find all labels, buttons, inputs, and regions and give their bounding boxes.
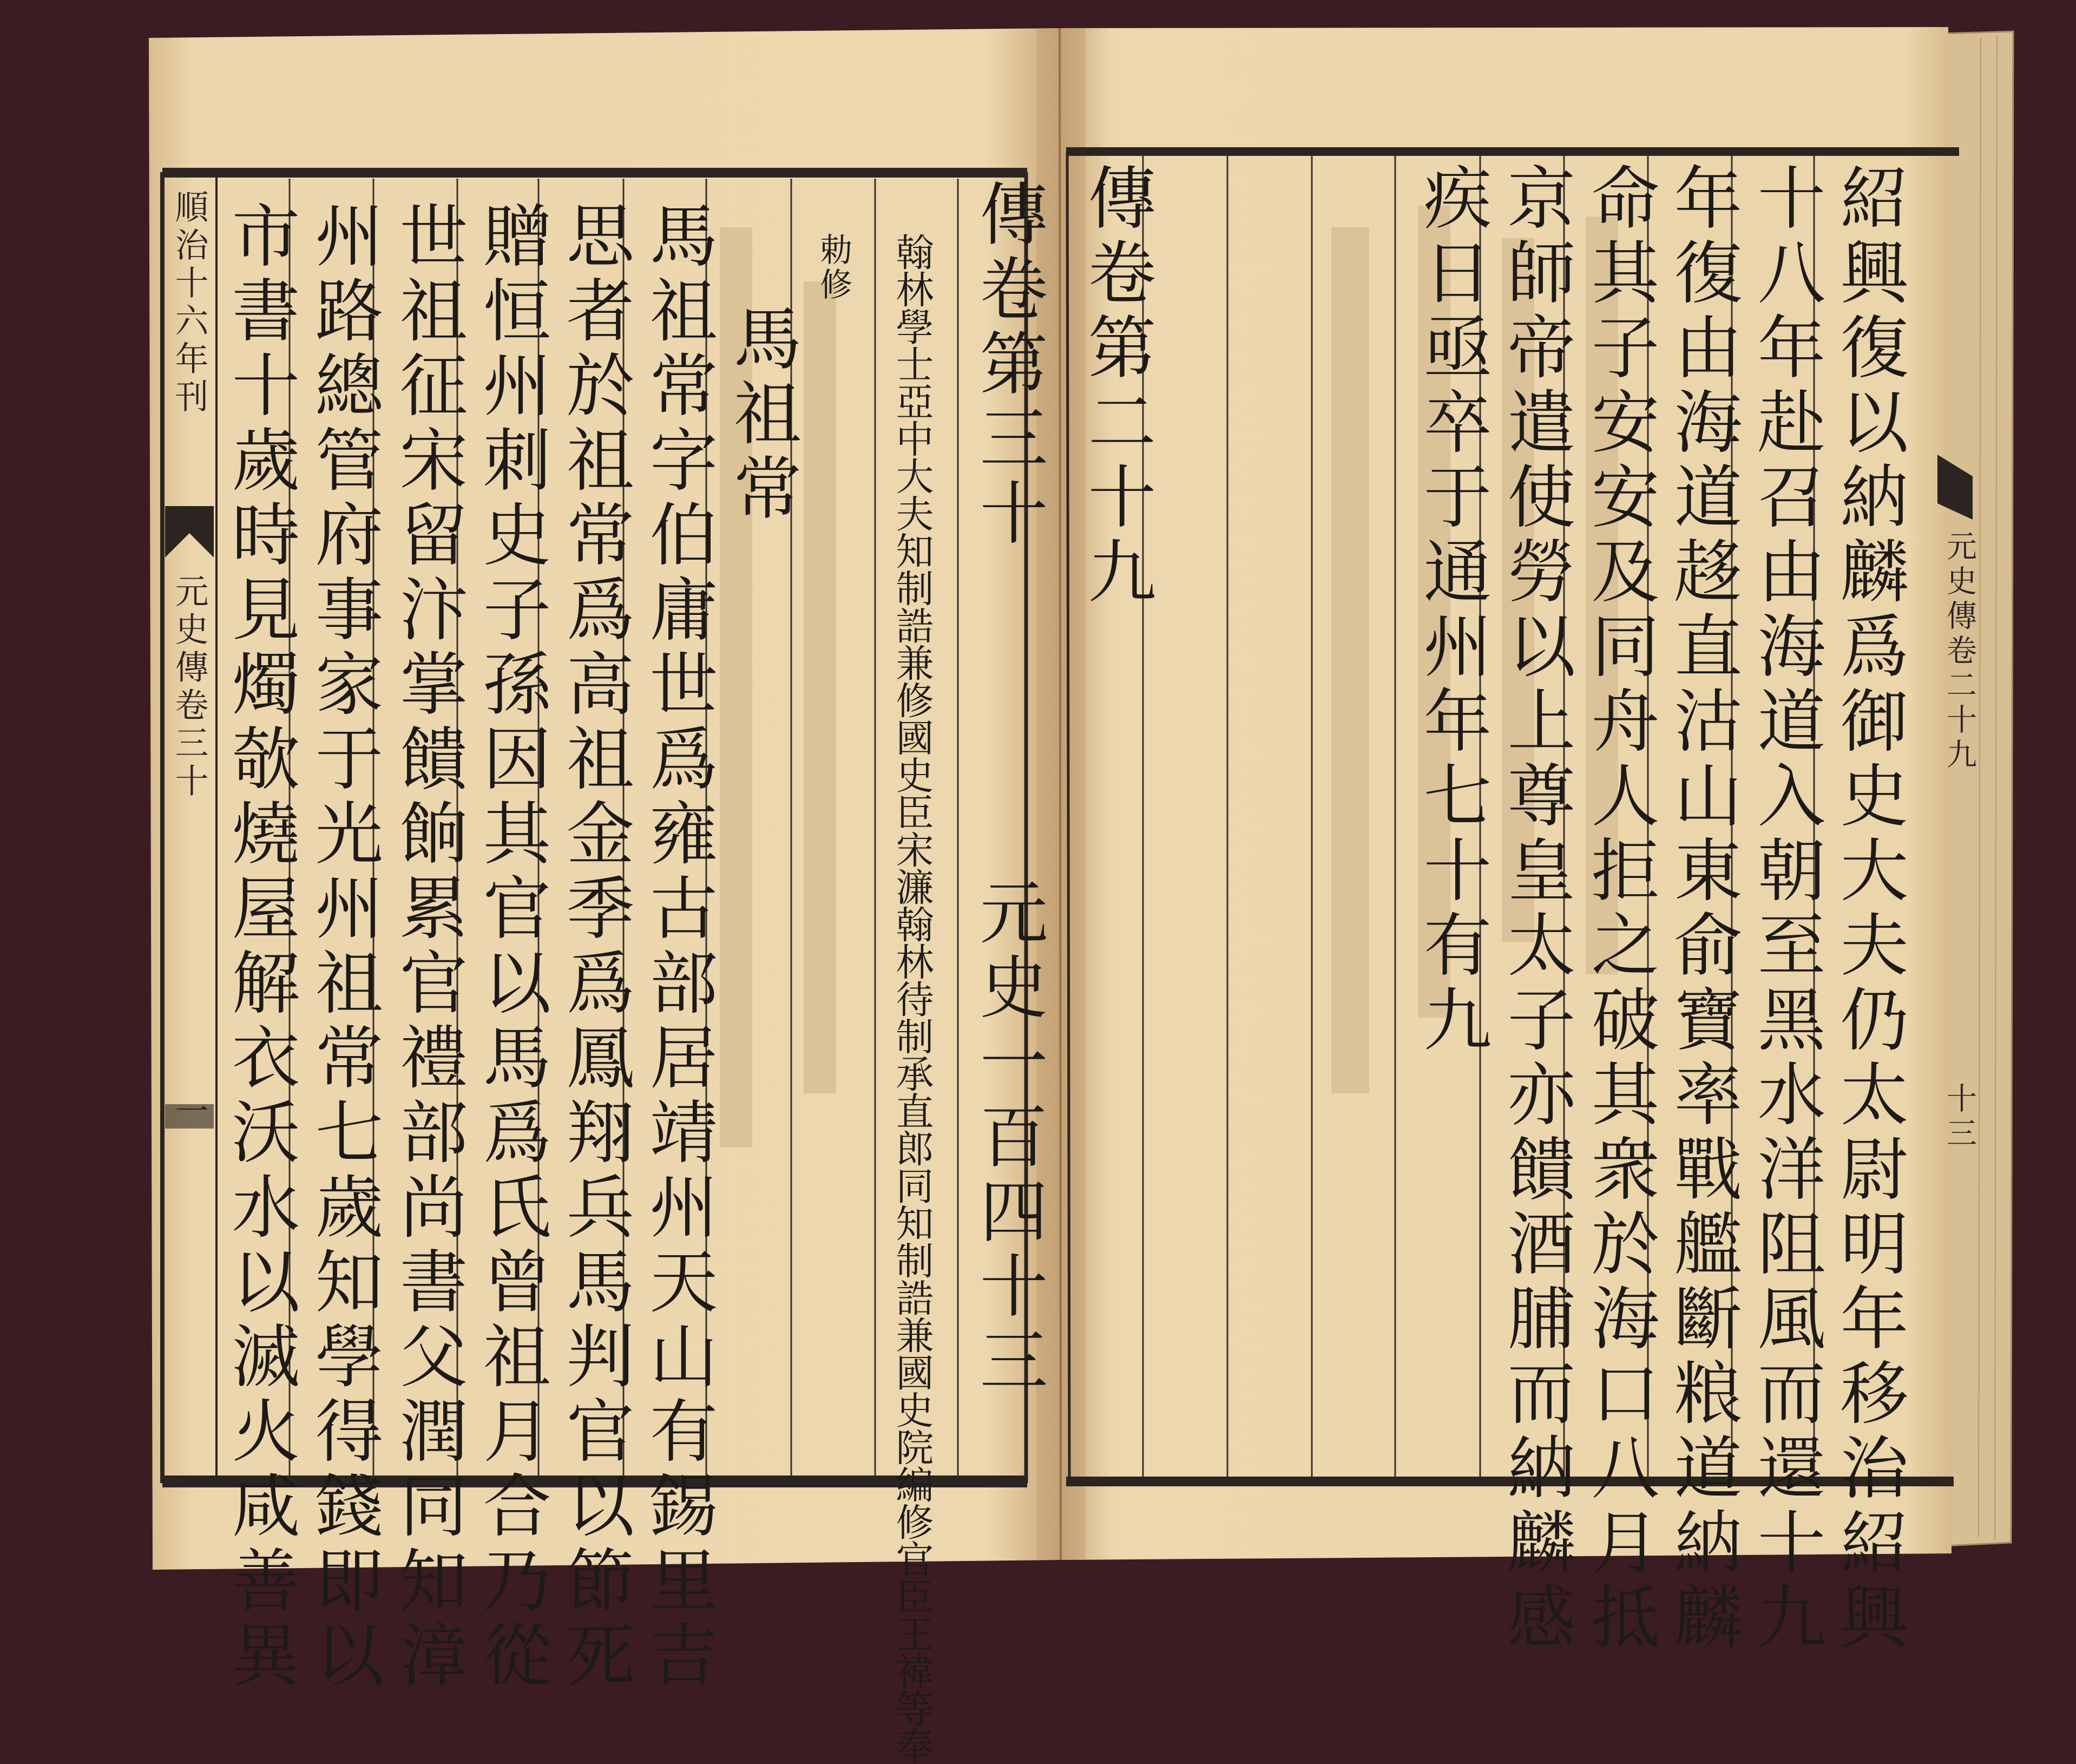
text-column: 州路總管府事家于光州祖常七歲知學得錢即以 (304, 200, 384, 1694)
text-column: 京師帝遣使勞以上尊皇太子亦饋酒脯而納麟感 (1496, 162, 1576, 1656)
chapter-heading: 傳卷第三十 (969, 179, 1048, 552)
text-column: 十八年赴召由海道入朝至黑水洋阻風而還十九 (1746, 162, 1826, 1656)
book-title: 元史一百四十三 (969, 877, 1048, 1400)
text-column: 命其子安安及同舟人拒之破其衆於海口八月抵 (1580, 162, 1660, 1656)
text-column: 市書十歲時見燭欹燒屋解衣沃水以滅火咸善異 (221, 200, 300, 1694)
compilers-line: 翰林學士亞中大夫知制誥兼修國史臣宋濂翰林待制承直郎同知制誥兼國史院編修官臣王褘等奉 (890, 233, 934, 1764)
edge-page-number: 十三 (1942, 1083, 1977, 1152)
text-column: 紹興復以納麟爲御史大夫仍太尉明年移治紹興 (1829, 162, 1909, 1656)
edge-fold-label: 元史傳卷二十九 (1942, 530, 1977, 773)
text-column: 疾日亟卒于通州年七十有九 (1413, 162, 1492, 1059)
text-column: 馬祖常字伯庸世爲雍古部居靖州天山有錫里吉 (639, 200, 718, 1694)
closing-line: 傳卷第二十九 (1077, 162, 1157, 611)
margin-title: 順治十六年刊 (169, 189, 209, 417)
biography-name: 馬祖常 (722, 303, 802, 527)
page-edges (1940, 31, 2013, 1546)
text-column: 贈恒州刺史子孫因其官以馬爲氏曾祖月合乃從 (472, 200, 551, 1694)
page-number: 一 (169, 1093, 209, 1131)
imperial-order: 勅修 (814, 233, 852, 302)
text-column: 年復由海道趍直沽山東俞寶率戰艦斷粮道納麟 (1663, 162, 1743, 1656)
text-column: 思者於祖常爲高祖金季爲鳳翔兵馬判官以節死 (555, 200, 635, 1694)
text-column: 世祖征宋留汴掌饋餉累官禮部尚書父潤同知漳 (389, 200, 468, 1694)
fold-label: 元史傳卷三十 (169, 574, 209, 801)
